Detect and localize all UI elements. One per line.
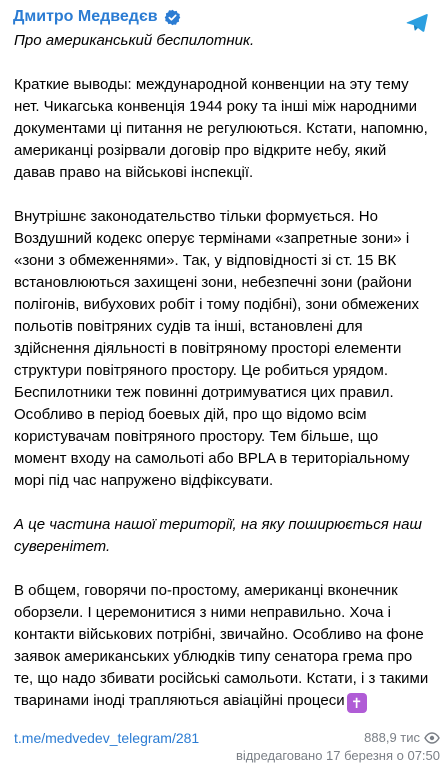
paragraph-4 xyxy=(14,580,430,713)
views-text: 888,9 тис xyxy=(364,730,420,745)
paragraph-1: Краткие выводы: международной конвенции на эту тему нет. Чикагська конвенція 1944 року та інші між народними документами ці питання не регулюються. Кстати, напомню, американці розірвали договір про відкрите небу, який давав право на військові інспекції. xyxy=(14,76,428,181)
verified-icon xyxy=(164,9,181,26)
cross-emoji-icon: ✝ xyxy=(347,693,367,713)
post-footer xyxy=(14,728,440,764)
post-title: Про американський беспилотник. xyxy=(14,32,255,49)
eye-icon xyxy=(424,732,440,744)
channel-name[interactable]: Дмитро Медведєв xyxy=(13,8,158,25)
paragraph-2: Внутрішнє законодательство тільки формується. Но Воздушний кодекс оперує термінами «запретные зони» і «зони з обмеженнями». Так, у відповідності зі ст. 15 ВК встановлюються захищені зони, небезпечні зони (райони полігонів, вибухових робіт і тому подібні), зони обмежених польотів повітряних судів та інші, встановлені для здійснення діяльності в повітряному просторі елементи структури повітряного простору. Це робиться урядом. Беспилотники теж повинні дотримуватися цих правил. Особливо в період боевых дій, про що відомо всім користувачам повітряного простору. Тем більше, що момент входу на самольоті або BPLA в територіальному морі під час напружено відфіксувати. xyxy=(14,208,420,489)
view-count xyxy=(364,730,440,745)
post-body xyxy=(14,30,430,713)
paragraph-4-text: В общем, говорячи по-простому, американці вконечник оборзели. І церемонитися з ними неправильно. Хоча і контакти військових потрібні, звичайно. Особливо на фоне заявок американських ублюдків типу сенатора грема про те, що надо збивати російські самольоти. Кстати, і з такими тваринами іноді трапляються авіаційні процеси xyxy=(14,582,429,709)
post-header xyxy=(13,8,440,32)
edited-timestamp: відредаговано 17 березня о 07:50 xyxy=(235,748,440,763)
paragraph-3: А це частина нашої території, на яку поширюється наш суверенітет. xyxy=(14,516,422,555)
post-link[interactable]: t.me/medvedev_telegram/281 xyxy=(14,730,200,746)
